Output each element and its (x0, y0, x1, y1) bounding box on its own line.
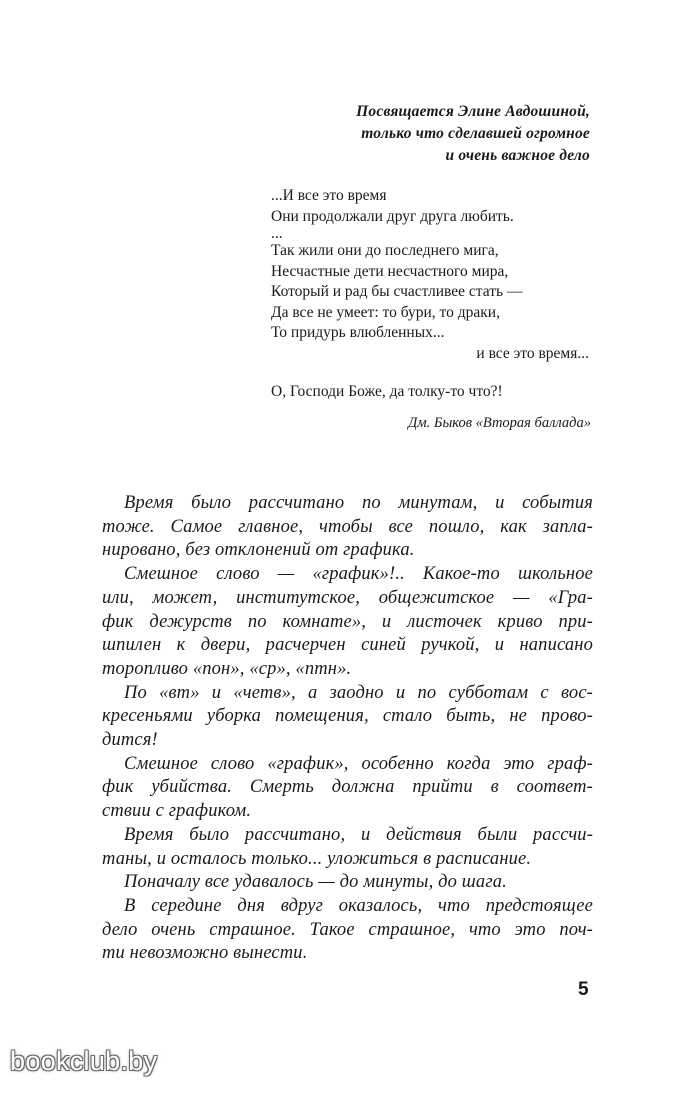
poem-line: То придурь влюбленных... (271, 324, 445, 341)
chapter-body-text (102, 492, 593, 966)
body-line: дело очень страшное. Такое страшное, что это поч- (102, 919, 593, 940)
dedication-line: Посвящается Элине Авдошиной, (356, 103, 590, 120)
body-line: В середине дня вдруг оказалось, что предстоящее (124, 895, 593, 916)
body-line: фик убийства. Смерть должна прийти в соответ- (102, 777, 593, 798)
poem-closing-line: О, Господи Боже, да толку-то что?! (271, 383, 503, 400)
body-line: Поначалу все удавалось — до минуты, до шага. (124, 872, 507, 893)
body-line: или, может, институтское, общежитское — «Гра- (102, 587, 593, 608)
body-line: По «вт» и «четв», а заодно и по субботам с вос- (124, 682, 593, 703)
watermark-logo: bookclub.by (10, 1046, 158, 1076)
body-line: Смешное слово — «график»!.. Какое-то школьное (124, 564, 593, 585)
body-line: Смешное слово «график», особенно когда это граф- (124, 753, 593, 774)
poem-line: Так жили они до последнего мига, (271, 242, 499, 259)
body-line: таны, и осталось только... уложиться в расписание. (102, 848, 532, 869)
poem-line: Который и рад бы счастливее стать — (271, 283, 523, 300)
body-line: ствии с графиком. (102, 801, 252, 822)
body-line: дится! (102, 730, 158, 751)
poem-line: Они продолжали друг друга любить. (271, 207, 514, 225)
page-number: 5 (578, 979, 589, 1000)
epigraph-poem (271, 186, 591, 433)
dedication-line: только что сделавшей огромное (361, 125, 590, 142)
body-line: Время было рассчитано, и действия были рассчи- (124, 824, 593, 845)
poem-line: Да все не умеет: то бури, то драки, (271, 303, 500, 321)
poem-line: и все это время... (476, 344, 589, 362)
body-line: кресеньями уборка помещения, стало быть, не прово- (102, 706, 593, 727)
poem-line: Несчастные дети несчастного мира, (271, 262, 509, 280)
body-line: нировано, без отклонений от графика. (102, 540, 415, 561)
poem-line: ... (271, 225, 283, 242)
body-line: ти невозможно вынести. (102, 943, 308, 964)
body-line: торопливо «пон», «ср», «птн». (102, 658, 352, 679)
body-line: Время было рассчитано по минутам, и события (124, 493, 593, 513)
epigraph-attribution: Дм. Быков «Вторая баллада» (408, 414, 591, 431)
dedication-line: и очень важное дело (445, 147, 590, 164)
dedication (356, 101, 590, 167)
body-line: тоже. Самое главное, чтобы все пошло, как запла- (102, 516, 593, 537)
body-line: фик дежурств по комнате», и листочек криво при- (102, 611, 593, 632)
body-line: шпилен к двери, расчерчен синей ручкой, и написано (102, 635, 593, 656)
poem-line: ...И все это время (271, 187, 387, 204)
